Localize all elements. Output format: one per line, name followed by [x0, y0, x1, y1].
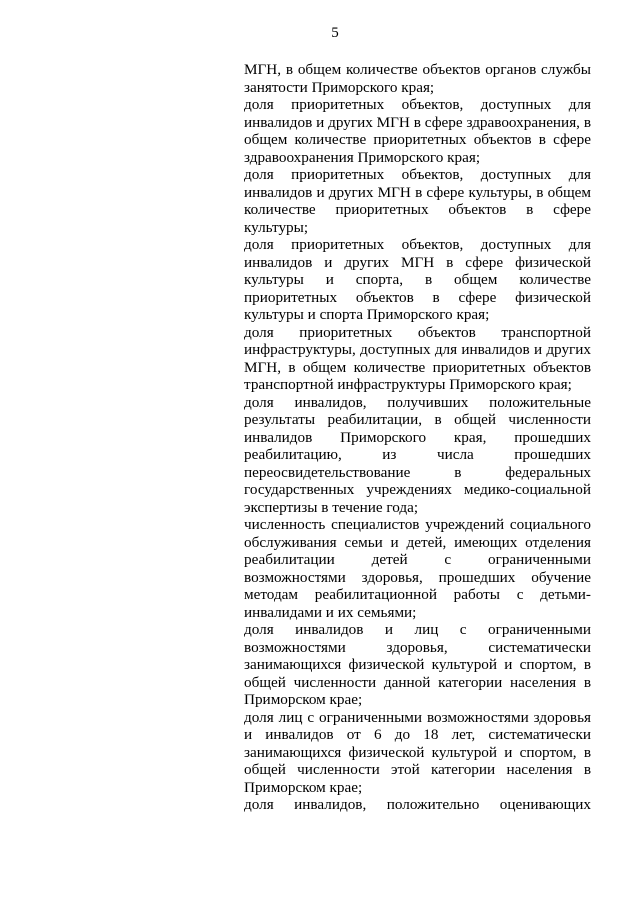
page-number: 5 [331, 25, 339, 41]
paragraph-youth-sport: доля лиц с ограниченными возможностями здоровья и инвалидов от 6 до 18 лет, систематически занимающихся физической культурой и спортом, в общей численности этой категории населения в Приморском крае; [244, 708, 591, 796]
paragraph-culture: доля приоритетных объектов, доступных для инвалидов и других МГН в сфере культуры, в общем количестве приоритетных объектов в сфере культуры; [244, 166, 591, 236]
paragraph-healthcare: доля приоритетных объектов, доступных для инвалидов и других МГН в сфере здравоохранения, в общем количестве приоритетных объектов в сфере здравоохранения Приморского края; [244, 96, 591, 166]
paragraph-rehabilitation-results: доля инвалидов, получивших положительные результаты реабилитации, в общей численности инвалидов Приморского края, прошедших реабилитацию, из числа прошедших переосвидетельствование в федеральных государственных учреждениях медико-социальной экспертизы в течение года; [244, 393, 591, 516]
paragraph-mgn-employment: МГН, в общем количестве объектов органов службы занятости Приморского края; [244, 61, 591, 96]
paragraph-assessment: доля инвалидов, положительно оценивающих [244, 796, 591, 813]
paragraph-transport: доля приоритетных объектов транспортной инфраструктуры, доступных для инвалидов и других МГН, в общем количестве приоритетных объектов транспортной инфраструктуры Приморского края; [244, 323, 591, 393]
body-text [244, 61, 591, 814]
paragraph-specialists: численность специалистов учреждений социального обслуживания семьи и детей, имеющих отделения реабилитации детей с ограниченными возможностями здоровья, прошедших обучение методам реабилитационной работы с детьми-инвалидами и их семьями; [244, 516, 591, 621]
paragraph-disabled-sport: доля инвалидов и лиц с ограниченными возможностями здоровья, систематически занимающихся физической культурой и спортом, в общей численности данной категории населения в Приморском крае; [244, 621, 591, 708]
paragraph-sport: доля приоритетных объектов, доступных для инвалидов и других МГН в сфере физической культуры и спорта, в общем количестве приоритетных объектов в сфере физической культуры и спорта Приморского края; [244, 236, 591, 323]
